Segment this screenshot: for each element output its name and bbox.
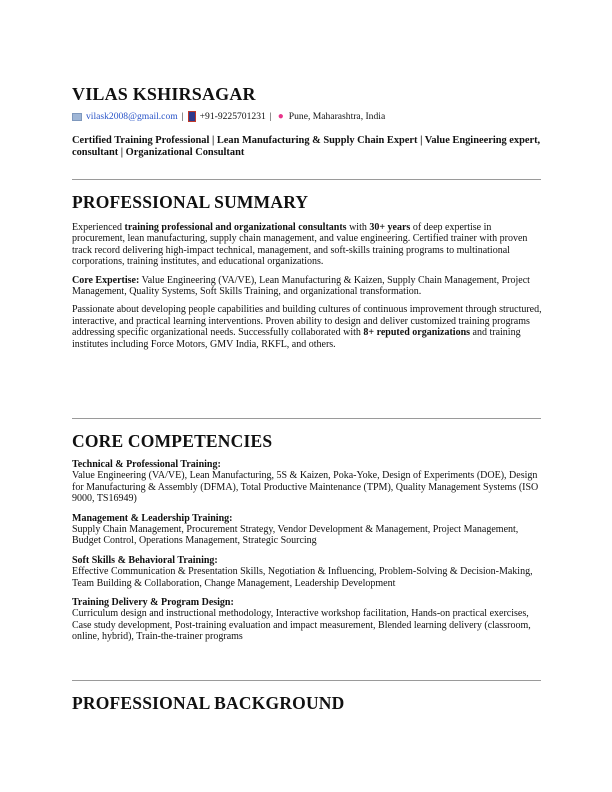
email-icon	[72, 113, 82, 121]
phone-number: +91-9225701231	[199, 111, 266, 122]
location-pin-icon: ●	[277, 111, 284, 122]
emphasis: 8+ reputed organizations	[363, 327, 471, 339]
section-heading-background: PROFESSIONAL BACKGROUND	[72, 693, 345, 713]
text: and training institutes including Force Motors, GMV India, RKFL, and others.	[72, 327, 521, 350]
emphasis: 30+ years	[369, 222, 411, 233]
competency-item	[72, 513, 542, 547]
competency-title: Technical & Professional Training:	[72, 459, 221, 470]
summary-paragraph	[72, 222, 542, 268]
emphasis: training professional and organizational consultants	[124, 222, 347, 233]
text: of deep expertise in procurement, lean manufacturing, supply chain management, and value engineering. Certified trainer with proven track record delivering high-impact technical, management, and soft-skills training programs to multinational corporations, training institutes, and educational organizations.	[72, 222, 528, 268]
contact-line	[72, 111, 542, 122]
divider	[72, 680, 541, 681]
summary-paragraph	[72, 304, 542, 350]
section-heading-competencies: CORE COMPETENCIES	[72, 431, 273, 451]
professional-tagline: Certified Training Professional | Lean Manufacturing & Supply Chain Expert | Value Engineering expert, consultant | Organizational Consultant	[72, 135, 541, 158]
competency-title: Training Delivery & Program Design:	[72, 597, 234, 609]
section-heading-summary: PROFESSIONAL SUMMARY	[72, 192, 309, 212]
competency-title: Soft Skills & Behavioral Training:	[72, 554, 218, 566]
text: Passionate about developing people capabilities and building cultures of continuous improvement through structured, interactive, and practical learning interventions. Proven ability to design and deliver customized training programs addressing specific organizational needs. Successfully collaborated with	[72, 304, 542, 339]
phone-icon	[188, 111, 196, 122]
competency-item	[72, 555, 542, 589]
competencies-list	[72, 459, 542, 651]
core-expertise-paragraph	[72, 275, 542, 298]
email-link[interactable]: vilask2008@gmail.com	[86, 111, 178, 122]
summary-body	[72, 222, 542, 357]
competency-text: Effective Communication & Presentation Skills, Negotiation & Influencing, Problem-Solving & Decision-Making, Team Building & Collaboration, Change Management, Leadership Development	[72, 566, 533, 589]
label: Core Expertise:	[72, 274, 140, 286]
competency-text: Supply Chain Management, Procurement Strategy, Vendor Development & Management, Project Management, Budget Control, Operations Management, Strategic Sourcing	[72, 524, 519, 547]
competency-item	[72, 597, 542, 643]
text: Experienced	[72, 222, 125, 233]
text: with	[346, 222, 370, 233]
competency-item	[72, 459, 542, 505]
divider	[72, 418, 541, 419]
text: Value Engineering (VA/VE), Lean Manufacturing & Kaizen, Supply Chain Management, Project Management, Quality Systems, Soft Skills Training, and organizational transformation.	[72, 274, 530, 298]
competency-title: Management & Leadership Training:	[72, 512, 233, 524]
competency-text: Curriculum design and instructional methodology, Interactive workshop facilitation, Hands-on practical exercises, Case study development, Post-training evaluation and impact measurement, Blended learning delivery (classroom, online, hybrid), Train-the-trainer programs	[72, 608, 531, 643]
competency-text: Value Engineering (VA/VE), Lean Manufacturing, 5S & Kaizen, Poka-Yoke, Design of Experiments (DOE), Design for Manufacturing & Assembly (DFMA), Total Productive Maintenance (TPM), Quality Management Systems (ISO 9000, TS16949)	[72, 470, 539, 505]
candidate-name: VILAS KSHIRSAGAR	[72, 84, 256, 104]
separator: |	[269, 111, 272, 122]
location: Pune, Maharashtra, India	[288, 111, 386, 122]
divider	[72, 179, 541, 180]
separator: |	[181, 111, 184, 122]
